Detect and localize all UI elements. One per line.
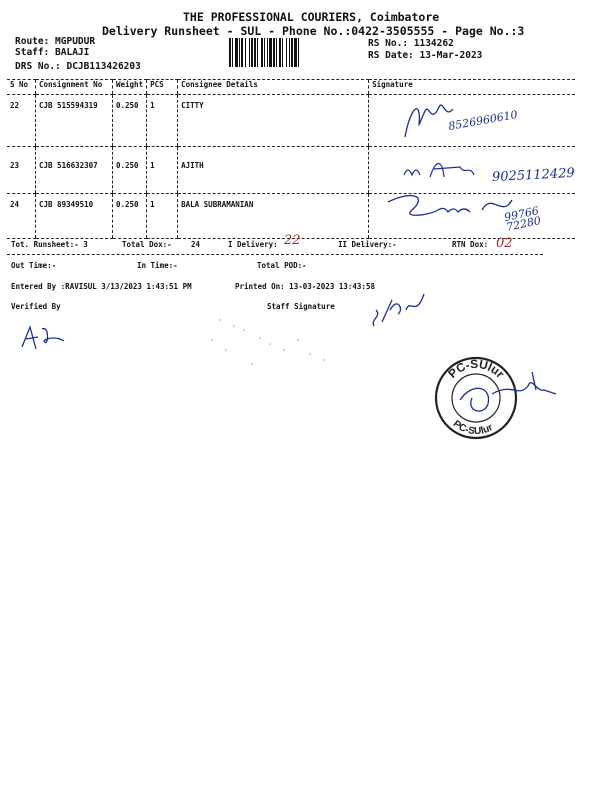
rs-date: RS Date: 13-Mar-2023 bbox=[368, 50, 483, 61]
drs-label: DRS No.: DCJB113426203 bbox=[15, 61, 141, 72]
cell-weight: 0.250 bbox=[113, 147, 147, 194]
col-weight: Weight bbox=[113, 80, 147, 95]
cell-consignment: CJB 515594319 bbox=[36, 95, 113, 147]
out-time: Out Time:- bbox=[11, 261, 57, 270]
entered-by: Entered By :RAVISUL 3/13/2023 1:43:51 PM bbox=[11, 282, 192, 291]
staff-signature-label: Staff Signature bbox=[267, 302, 335, 311]
runsheet-title: Delivery Runsheet - SUL - Phone No.:0422-3505555 - Page No.:3 bbox=[102, 24, 525, 38]
cell-weight: 0.250 bbox=[113, 95, 147, 147]
col-signature: Signature bbox=[369, 80, 576, 95]
cell-weight: 0.250 bbox=[113, 194, 147, 239]
cell-pcs: 1 bbox=[147, 95, 178, 147]
cell-consignment: CJB 89349510 bbox=[36, 194, 113, 239]
table-header-row bbox=[7, 80, 575, 95]
barcode-bar bbox=[299, 38, 301, 67]
printed-on: Printed On: 13-03-2023 13:43:58 bbox=[235, 282, 375, 291]
staff-label: Staff: BALAJI bbox=[15, 47, 90, 58]
total-pod: Total POD:- bbox=[257, 261, 307, 270]
col-sno: S No bbox=[7, 80, 36, 95]
tot-runsheet: Tot. Runsheet:- 3 bbox=[11, 240, 88, 249]
rtn-dox-label: RTN Dox: bbox=[452, 240, 489, 249]
ii-delivery-label: II Delivery:- bbox=[338, 240, 397, 249]
rs-no: RS No.: 1134262 bbox=[368, 38, 454, 49]
cell-consignee: CITTY bbox=[178, 95, 369, 147]
cell-consignment: CJB 516632307 bbox=[36, 147, 113, 194]
svg-text:PC-SUlur bbox=[445, 357, 507, 381]
cell-sno: 22 bbox=[7, 95, 36, 147]
col-consignment: Consignment No bbox=[36, 80, 113, 95]
cell-sno: 23 bbox=[7, 147, 36, 194]
verifier-signature bbox=[18, 323, 78, 353]
cell-sno: 24 bbox=[7, 194, 36, 239]
phone-row-24: 99766 72280 bbox=[503, 204, 543, 234]
cell-consignee: BALA SUBRAMANIAN bbox=[178, 194, 369, 239]
phone-row-22: 8526960610 bbox=[447, 108, 519, 133]
totals-divider bbox=[7, 254, 543, 255]
col-consignee: Consignee Details bbox=[178, 80, 369, 95]
company-stamp bbox=[432, 352, 572, 447]
col-pcs: PCS bbox=[147, 80, 178, 95]
faint-ink-marks bbox=[200, 300, 350, 380]
i-delivery-value: 22 bbox=[284, 233, 301, 248]
cell-consignee: AJITH bbox=[178, 147, 369, 194]
company-title: THE PROFESSIONAL COURIERS, Coimbatore bbox=[183, 10, 440, 24]
in-time: In Time:- bbox=[137, 261, 178, 270]
signature-row-23 bbox=[400, 155, 500, 185]
cell-pcs: 1 bbox=[147, 194, 178, 239]
rtn-dox-value: 02 bbox=[496, 236, 513, 251]
staff-signature bbox=[368, 290, 438, 335]
total-dox-label: Total Dox:- bbox=[122, 240, 172, 249]
stamp-top-text: PC-SUlur bbox=[445, 356, 508, 381]
phone-row-23: 9025112429 bbox=[491, 165, 576, 186]
cell-pcs: 1 bbox=[147, 147, 178, 194]
total-dox-value: 24 bbox=[191, 240, 201, 249]
barcode bbox=[229, 38, 359, 67]
i-delivery-label: I Delivery: bbox=[228, 240, 278, 249]
verified-by: Verified By bbox=[11, 302, 61, 311]
stamp-bottom-text: PC-SUlur bbox=[450, 418, 495, 438]
route-label: Route: MGPUDUR bbox=[15, 36, 96, 47]
